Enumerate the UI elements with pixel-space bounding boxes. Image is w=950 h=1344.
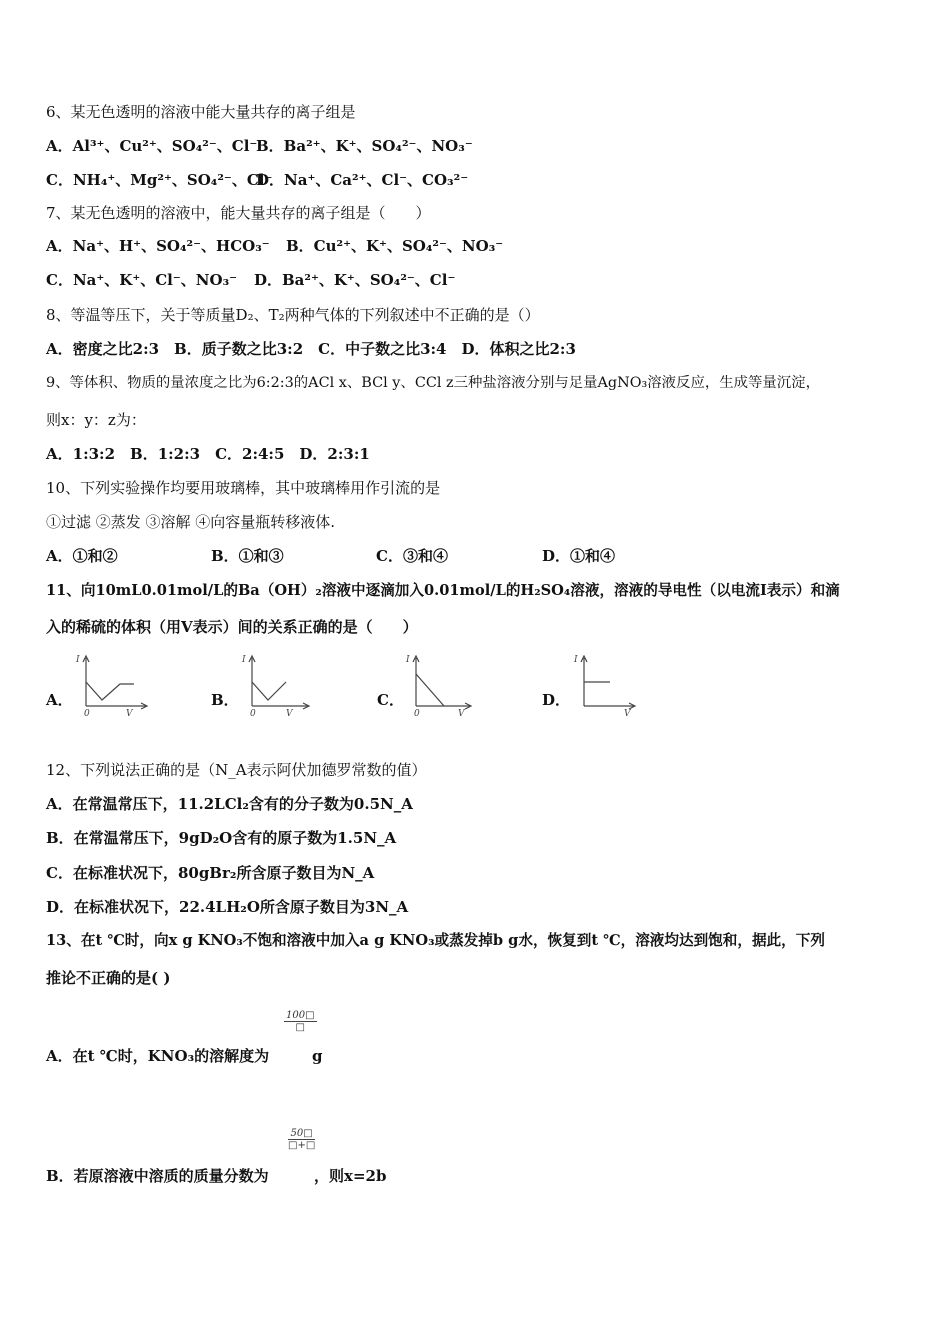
q11-stem-line2: 入的稀硫的体积（用V表示）间的关系正确的是（ ） [46,618,418,636]
q6-stem: 6、某无色透明的溶液中能大量共存的离子组是 [46,103,356,121]
q13-fraction-a-numerator: 100□ [286,1010,315,1021]
q13-fraction-b-numerator: 50□ [288,1128,315,1140]
q9-stem-line2: 则x：y：z为： [46,411,146,429]
q9-stem-line1: 9、等体积、物质的量浓度之比为6:2:3的ACl x、BCl y、CCl z三种盐溶液分别与足量AgNO₃溶液反应，生成等量沉淀， [46,375,820,391]
q12-option-c: C．在标准状况下，80gBr₂所含原子数目为N_A [46,864,375,882]
q11-graph-b-y-label: I [242,655,246,665]
q13-fraction-a-denominator: □ [295,1022,305,1033]
q11-label-b: B． [211,691,239,709]
q11-graph-b [238,650,318,718]
q11-graph-a-origin: 0 [84,709,90,718]
q6-option-c: C．NH₄⁺、Mg²⁺、SO₄²⁻、Cl⁻ [46,171,273,189]
q11-graph-d-x-label: V [624,709,631,718]
q7-option-a: A．Na⁺、H⁺、SO₄²⁻、HCO₃⁻ [46,237,270,255]
q13-fraction-b [288,1128,315,1151]
q11-graph-a-y-label: I [76,655,80,665]
q11-graph-c-origin: 0 [414,709,420,718]
q11-graph-b-x-label: V [286,709,293,718]
q10-option-d: D．①和④ [542,547,616,565]
q11-stem-line1: 11、向10mL0.01mol/L的Ba（OH）₂溶液中逐滴加入0.01mol/L的H₂SO₄溶液，溶液的导电性（以电流I表示）和滴 [46,582,840,599]
q11-graph-c-y-label: I [406,655,410,665]
q12-option-a: A．在常温常压下，11.2LCl₂含有的分子数为0.5N_A [46,795,413,813]
q13-stem-line2: 推论不正确的是( ) [46,969,171,987]
q7-option-d: D．Ba²⁺、K⁺、SO₄²⁻、Cl⁻ [254,271,456,289]
q10-option-c: C．③和④ [376,547,448,565]
q12-stem: 12、下列说法正确的是（N_A表示阿伏加德罗常数的值） [46,761,427,779]
q10-option-a: A．①和② [46,547,118,565]
q11-graph-a-x-label: V [126,709,133,718]
q12-option-b: B．在常温常压下，9gD₂O含有的原子数为1.5N_A [46,829,397,847]
q11-label-a: A． [46,691,73,709]
q10-option-b: B．①和③ [211,547,284,565]
q13-fraction-a [284,1010,317,1033]
q11-graph-c-x-label: V [458,709,465,718]
q13-stem-line1: 13、在t ℃时，向x g KNO₃不饱和溶液中加入a g KNO₃或蒸发掉b g水，恢复到t ℃，溶液均达到饱和，据此，下列 [46,932,825,949]
q6-option-a: A．Al³⁺、Cu²⁺、SO₄²⁻、Cl⁻ [46,137,258,155]
q10-items: ①过滤 ②蒸发 ③溶解 ④向容量瓶转移液体. [46,513,336,531]
q8-options: A．密度之比2:3 B．质子数之比3:2 C．中子数之比3:4 D．体积之比2:3 [46,340,576,358]
q6-option-b: B．Ba²⁺、K⁺、SO₄²⁻、NO₃⁻ [256,137,473,155]
q11-graph-c-curve [416,674,444,706]
q11-label-c: C． [377,691,404,709]
q13-option-a-unit: g [312,1047,323,1065]
q7-option-c: C．Na⁺、K⁺、Cl⁻、NO₃⁻ [46,271,238,289]
q11-graph-d [570,650,650,718]
q11-graph-a [72,650,152,718]
q7-stem: 7、某无色透明的溶液中，能大量共存的离子组是（ ） [46,204,431,222]
q13-option-b-result: ，则x=2b [314,1167,387,1185]
q13-option-a-text: A．在t ℃时，KNO₃的溶解度为 [46,1047,270,1065]
q13-fraction-b-denominator: □+□ [288,1140,316,1151]
q11-graph-b-curve [252,682,286,700]
q8-stem: 8、等温等压下，关于等质量D₂、T₂两种气体的下列叙述中不正确的是（） [46,306,540,324]
q11-graph-d-y-label: I [574,655,578,665]
q12-option-d: D．在标准状况下，22.4LH₂O所含原子数目为3N_A [46,898,409,916]
q11-graph-c [402,650,482,718]
q7-option-b: B．Cu²⁺、K⁺、SO₄²⁻、NO₃⁻ [286,237,504,255]
q10-stem: 10、下列实验操作均要用玻璃棒，其中玻璃棒用作引流的是 [46,479,441,497]
q9-options: A．1:3:2 B．1:2:3 C．2:4:5 D．2:3:1 [46,445,370,463]
q6-option-d: D．Na⁺、Ca²⁺、Cl⁻、CO₃²⁻ [256,171,469,189]
q11-graph-b-origin: 0 [250,709,256,718]
q11-label-d: D． [542,691,571,709]
q13-option-b-text: B．若原溶液中溶质的质量分数为 [46,1167,269,1185]
q11-graph-a-curve [86,682,134,700]
